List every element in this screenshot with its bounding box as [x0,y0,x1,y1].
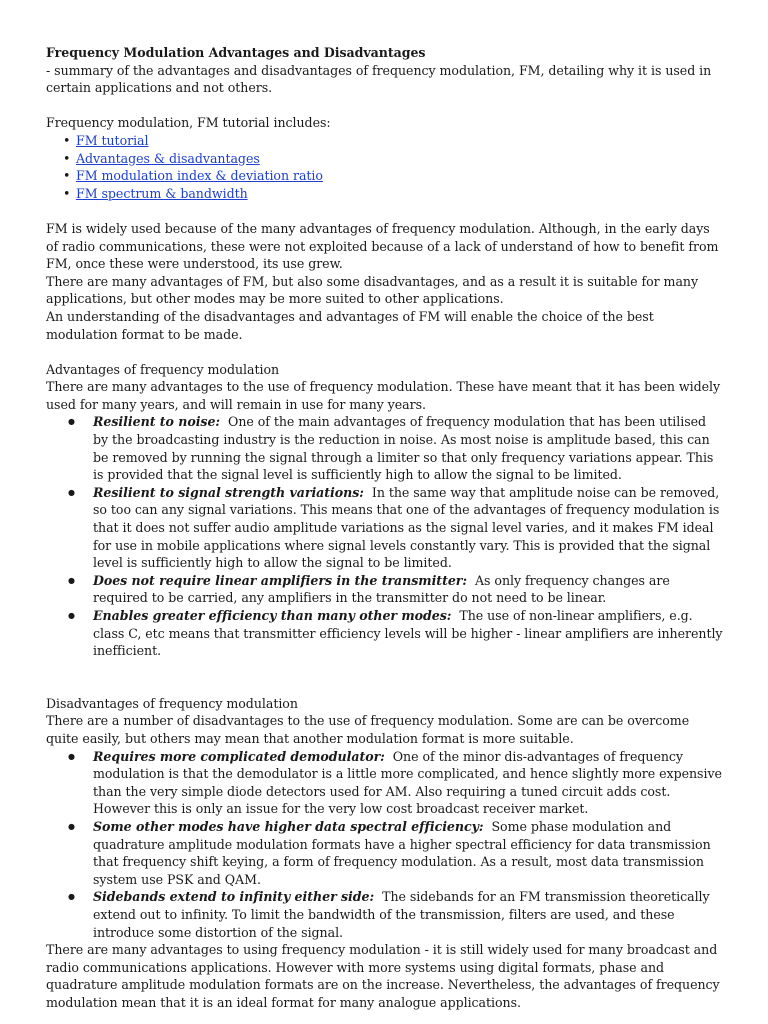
advantage-text: The use of non-linear amplifiers, e.g. class C, etc means that transmitter efficiency levels will be higher - linear amplifiers are inherently inefficient. [93,608,723,659]
spacer [46,202,724,220]
disadvantage-item [93,748,724,818]
advantage-text: As only frequency changes are required to be carried, any amplifiers in the transmitter do not need to be linear. [93,572,670,606]
conclusion-paragraph: There are many advantages to using frequency modulation - it is still widely used for many broadcast and radio communications applications. However with more systems using digital formats, phase and quadrature amplitude modulation formats are on the increase. Nevertheless, the advantages of frequency modulation mean that it is an ideal format for many analogue applications. [46,942,720,1010]
advantage-item [93,413,724,483]
document-title: Frequency Modulation Advantages and Disadvantages [46,45,426,60]
link-fm-modulation-index[interactable]: FM modulation index & deviation ratio [76,168,323,184]
advantage-item [93,484,724,572]
advantage-text: One of the main advantages of frequency modulation that has been utilised by the broadcasting industry is the reduction in noise. As most noise is amplitude based, this can be removed by running the signal through a limiter so that only frequency variations appear. This is provided that the signal level is sufficiently high to allow the signal to be limited. [93,414,714,483]
disadvantages-heading: Disadvantages of frequency modulation [46,695,298,711]
tutorial-link-item [76,150,724,168]
spacer [46,97,724,115]
disadvantage-text: The sidebands for an FM transmission theoretically extend out to infinity. To limit the bandwidth of the transmission, filters are used, and these introduce some distortion of the signal. [93,889,710,940]
document-page [46,44,724,1011]
advantage-term: Does not require linear amplifiers in the transmitter: [93,572,467,588]
intro-paragraph: An understanding of the disadvantages and advantages of FM will enable the choice of the best modulation format to be made. [46,308,654,342]
disadvantage-item [93,888,724,941]
tutorial-link-item [76,132,724,150]
disadvantage-text: Some phase modulation and quadrature amplitude modulation formats have a higher spectral efficiency for data transmission that frequency shift keying, a form of frequency modulation. As a result, most data transmission system use PSK and QAM. [93,818,711,887]
advantages-intro: There are many advantages to the use of frequency modulation. These have meant that it has been widely used for many years, and will remain in use for many years. [46,379,721,412]
document-summary: - summary of the advantages and disadvantages of frequency modulation, FM, detailing why it is used in certain applications and not others. [46,62,712,96]
tutorial-link-item [76,167,724,185]
intro-paragraph: There are many advantages of FM, but also some disadvantages, and as a result it is suitable for many applications, but other modes may be more suited to other applications. [46,273,699,307]
advantage-term: Resilient to signal strength variations: [93,484,364,500]
spacer [46,660,724,695]
advantage-item [93,572,724,607]
disadvantage-item [93,818,724,888]
advantage-item [93,607,724,660]
advantages-list [46,413,724,659]
advantages-heading: Advantages of frequency modulation [46,361,280,377]
link-fm-spectrum-bandwidth[interactable]: FM spectrum & bandwidth [76,185,248,201]
disadvantage-term: Sidebands extend to infinity either side: [93,889,375,905]
tutorial-intro: Frequency modulation, FM tutorial includes: [46,115,331,131]
disadvantage-term: Some other modes have higher data spectral efficiency: [93,818,484,834]
link-advantages-disadvantages[interactable]: Advantages & disadvantages [76,150,260,166]
tutorial-links-list [46,132,724,202]
link-fm-tutorial[interactable]: FM tutorial [76,132,149,148]
spacer [46,343,724,361]
advantage-term: Enables greater efficiency than many other modes: [93,608,452,623]
disadvantage-text: One of the minor dis-advantages of frequency modulation is that the demodulator is a little more complicated, and hence slightly more expensive than the very simple diode detectors used for AM. Also requiring a tuned circuit adds cost. However this is only an issue for the very low cost broadcast receiver market. [93,748,722,817]
disadvantages-intro: There are a number of disadvantages to the use of frequency modulation. Some are can be overcome quite easily, but others may mean that another modulation format is more suitable. [46,713,690,746]
intro-paragraph: FM is widely used because of the many advantages of frequency modulation. Although, in the early days of radio communications, these were not exploited because of a lack of understand of how to benefit from FM, once these were understood, its use grew. [46,220,719,272]
disadvantages-list [46,748,724,942]
disadvantage-term: Requires more complicated demodulator: [93,748,385,764]
advantage-term: Resilient to noise: [93,414,221,430]
advantage-text: In the same way that amplitude noise can be removed, so too can any signal variations. This means that one of the advantages of frequency modulation is that it does not suffer audio amplitude variations as the signal level varies, and it makes FM ideal for use in mobile applications where signal levels constantly vary. This is provided that the signal level is sufficiently high to allow the signal to be limited. [93,484,720,571]
tutorial-link-item [76,185,724,203]
